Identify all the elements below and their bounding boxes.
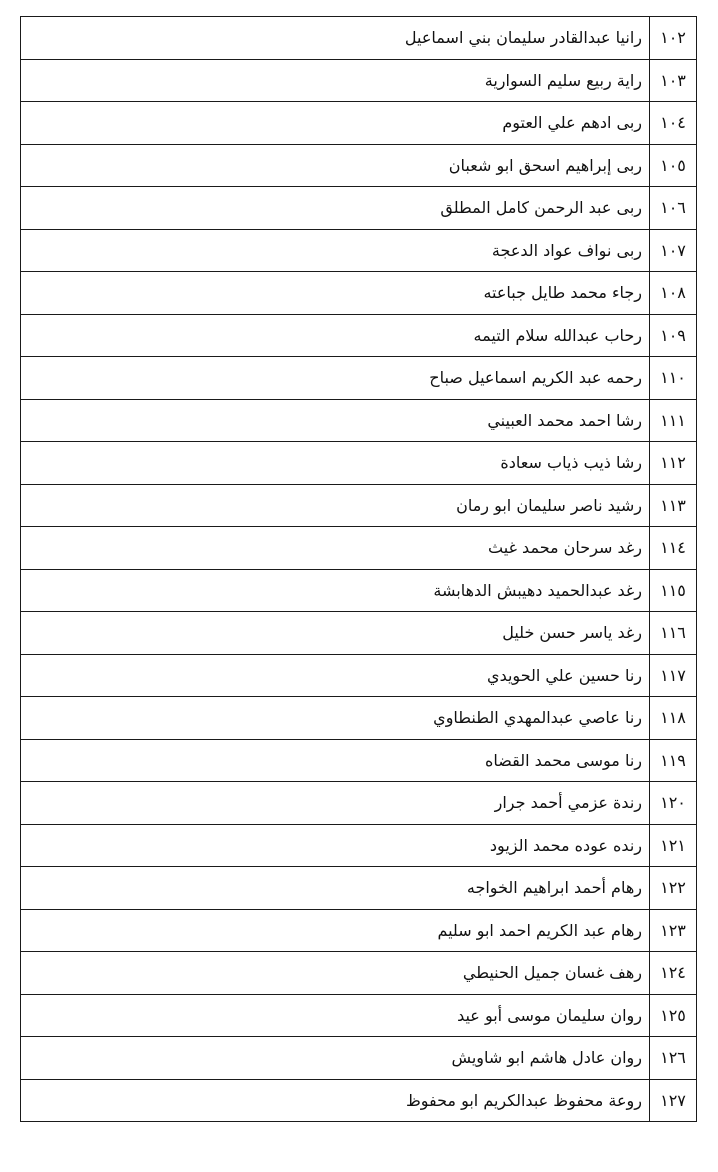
row-number-cell: ١١٢ [650,442,697,485]
full-name-cell: رحاب عبدالله سلام التيمه [21,314,650,357]
full-name-cell: رجاء محمد طايل جباعته [21,272,650,315]
table-row [21,867,697,910]
full-name-cell: رشا ذيب ذياب سعادة [21,442,650,485]
row-number-cell: ١٢٥ [650,994,697,1037]
full-name-cell: رنده عوده محمد الزيود [21,824,650,867]
table-row [21,697,697,740]
names-table-body [21,17,697,1122]
row-number-cell: ١١٣ [650,484,697,527]
full-name-cell: ربى إبراهيم اسحق ابو شعبان [21,144,650,187]
table-row [21,484,697,527]
table-row [21,357,697,400]
row-number-cell: ١١٧ [650,654,697,697]
row-number-cell: ١١١ [650,399,697,442]
full-name-cell: رندة عزمي أحمد جرار [21,782,650,825]
table-row [21,314,697,357]
table-row [21,229,697,272]
table-row [21,187,697,230]
table-row [21,102,697,145]
table-row [21,442,697,485]
row-number-cell: ١٠٤ [650,102,697,145]
row-number-cell: ١٢٧ [650,1079,697,1122]
row-number-cell: ١٠٦ [650,187,697,230]
table-row [21,272,697,315]
full-name-cell: رغد ياسر حسن خليل [21,612,650,655]
full-name-cell: رهف غسان جميل الحنيطي [21,952,650,995]
row-number-cell: ١١٨ [650,697,697,740]
full-name-cell: رشا احمد محمد العبيني [21,399,650,442]
row-number-cell: ١٢٤ [650,952,697,995]
full-name-cell: رهام أحمد ابراهيم الخواجه [21,867,650,910]
row-number-cell: ١٠٧ [650,229,697,272]
row-number-cell: ١٢٦ [650,1037,697,1080]
full-name-cell: رحمه عبد الكريم اسماعيل صباح [21,357,650,400]
names-sheet [20,16,697,1122]
full-name-cell: رهام عبد الكريم احمد ابو سليم [21,909,650,952]
full-name-cell: رانيا عبدالقادر سليمان بني اسماعيل [21,17,650,60]
full-name-cell: راية ربيع سليم السوارية [21,59,650,102]
full-name-cell: رغد سرحان محمد غيث [21,527,650,570]
row-number-cell: ١٢٢ [650,867,697,910]
row-number-cell: ١٠٢ [650,17,697,60]
table-row [21,569,697,612]
full-name-cell: رغد عبدالحميد دهيبش الدهابشة [21,569,650,612]
full-name-cell: ربى عبد الرحمن كامل المطلق [21,187,650,230]
table-row [21,994,697,1037]
table-row [21,1037,697,1080]
table-row [21,144,697,187]
full-name-cell: رنا موسى محمد القضاه [21,739,650,782]
full-name-cell: روان عادل هاشم ابو شاويش [21,1037,650,1080]
row-number-cell: ١١٥ [650,569,697,612]
names-table [20,16,697,1122]
table-row [21,782,697,825]
row-number-cell: ١١٠ [650,357,697,400]
table-row [21,59,697,102]
table-row [21,952,697,995]
row-number-cell: ١١٤ [650,527,697,570]
full-name-cell: رنا حسين علي الحويدي [21,654,650,697]
row-number-cell: ١٠٥ [650,144,697,187]
table-row [21,612,697,655]
table-row [21,527,697,570]
row-number-cell: ١١٩ [650,739,697,782]
full-name-cell: ربى ادهم علي العتوم [21,102,650,145]
table-row [21,824,697,867]
full-name-cell: روعة محفوظ عبدالكريم ابو محفوظ [21,1079,650,1122]
row-number-cell: ١٠٣ [650,59,697,102]
full-name-cell: رنا عاصي عبدالمهدي الطنطاوي [21,697,650,740]
row-number-cell: ١٢٠ [650,782,697,825]
row-number-cell: ١٢٣ [650,909,697,952]
table-row [21,909,697,952]
row-number-cell: ١٠٩ [650,314,697,357]
full-name-cell: ربى نواف عواد الدعجة [21,229,650,272]
row-number-cell: ١٠٨ [650,272,697,315]
table-row [21,1079,697,1122]
table-row [21,654,697,697]
full-name-cell: روان سليمان موسى أبو عيد [21,994,650,1037]
row-number-cell: ١١٦ [650,612,697,655]
table-row [21,399,697,442]
table-row [21,739,697,782]
row-number-cell: ١٢١ [650,824,697,867]
table-row [21,17,697,60]
full-name-cell: رشيد ناصر سليمان ابو رمان [21,484,650,527]
